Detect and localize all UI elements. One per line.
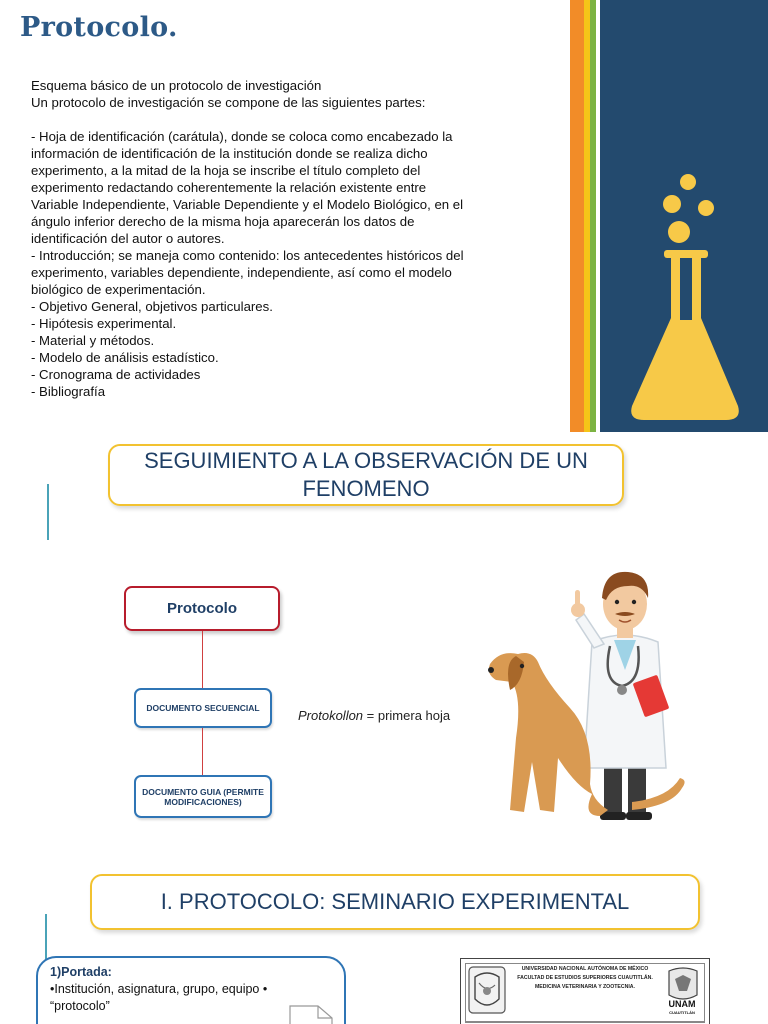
description-line: - Material y métodos. bbox=[31, 333, 155, 348]
description-line: Un protocolo de investigación se compone de las siguientes partes: bbox=[31, 95, 426, 110]
description-line: - Bibliografía bbox=[31, 384, 106, 399]
orange-stripe bbox=[570, 0, 584, 432]
description-line: identificación del autor o autores. bbox=[31, 231, 225, 246]
unam-logo-subtext: CUAUTITLÁN bbox=[669, 1010, 695, 1015]
connector-line bbox=[202, 728, 203, 775]
accent-line bbox=[47, 484, 49, 540]
diagram-root-node: Protocolo bbox=[124, 586, 280, 631]
cover-line: MEDICINA VETERINARIA Y ZOOTECNIA. bbox=[534, 984, 635, 990]
description-line: biológico de experimentación. bbox=[31, 282, 206, 297]
portada-line: •Institución, asignatura, grupo, equipo • bbox=[50, 982, 268, 996]
diagram-node-guia: DOCUMENTO GUIA (PERMITE MODIFICACIONES) bbox=[134, 775, 272, 818]
slide-title: Protocolo. bbox=[20, 12, 178, 43]
description-line: - Objetivo General, objetivos particulares. bbox=[31, 299, 273, 314]
description-line: Esquema básico de un protocolo de investigación bbox=[31, 78, 322, 93]
description-line: experimento, variables dependiente, independiente, así como el modelo bbox=[31, 265, 452, 280]
diagram-node-secuencial: DOCUMENTO SECUENCIAL bbox=[134, 688, 272, 728]
cover-header-text bbox=[511, 965, 659, 992]
cover-page-preview bbox=[460, 958, 710, 1024]
description-line: Variable Independiente, Variable Dependiente y el Modelo Biológico, en el bbox=[31, 197, 464, 212]
description-line: ángulo inferior derecho de la misma hoja aparecerán los datos de bbox=[31, 214, 415, 229]
description-line: - Hoja de identificación (carátula), donde se coloca como encabezado la bbox=[31, 129, 453, 144]
document-icon bbox=[288, 1004, 334, 1024]
flask-icon bbox=[620, 168, 750, 428]
description-line: información de identificación de la institución donde se realiza dicho bbox=[31, 146, 428, 161]
portada-heading: 1)Portada: bbox=[50, 965, 112, 979]
description-line: - Modelo de análisis estadístico. bbox=[31, 350, 219, 365]
description-line: - Introducción; se maneja como contenido: los antecedentes históricos del bbox=[31, 248, 464, 263]
slide-protocolo bbox=[0, 0, 768, 432]
cover-rule bbox=[465, 1021, 705, 1022]
university-seal-icon bbox=[467, 965, 507, 1017]
blank-line bbox=[31, 111, 501, 128]
description-line: experimento, a la mitad de la hoja se inscribe el título completo del bbox=[31, 163, 421, 178]
description-line: experimento redactando coherentemente la relación existente entre bbox=[31, 180, 427, 195]
etymology-note bbox=[298, 708, 450, 723]
description-line: - Hipótesis experimental. bbox=[31, 316, 177, 331]
unam-logo-text: UNAM bbox=[668, 999, 696, 1009]
etymology-meaning: = primera hoja bbox=[363, 708, 451, 723]
etymology-term: Protokollon bbox=[298, 708, 364, 723]
slide-seguimiento bbox=[0, 432, 768, 864]
slide-seminario bbox=[0, 864, 768, 1024]
cover-line: FACULTAD DE ESTUDIOS SUPERIORES CUAUTITLÁN. bbox=[517, 975, 653, 981]
description-line: - Cronograma de actividades bbox=[31, 367, 201, 382]
portada-line: “protocolo” bbox=[50, 999, 110, 1013]
slide-title: I. PROTOCOLO: SEMINARIO EXPERIMENTAL bbox=[90, 874, 700, 930]
protocol-description bbox=[31, 77, 501, 400]
veterinarian-with-dog-illustration bbox=[482, 558, 692, 828]
slide-title: SEGUIMIENTO A LA OBSERVACIÓN DE UN FENOMENO bbox=[108, 444, 624, 506]
cover-line: UNIVERSIDAD NACIONAL AUTÓNOMA DE MÉXICO bbox=[521, 966, 649, 972]
connector-line bbox=[202, 631, 203, 688]
